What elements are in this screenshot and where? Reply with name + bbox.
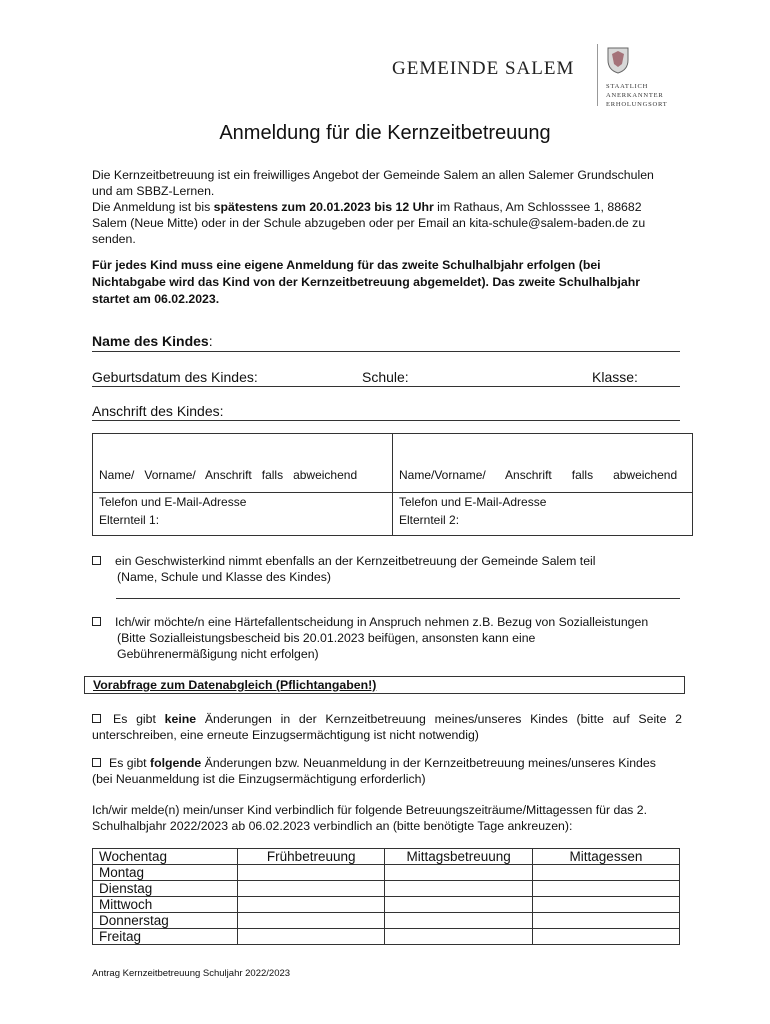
no-change-checkbox[interactable] [92,714,101,723]
parent2-label: Name/Vorname/ Anschrift falls abweichend [399,468,678,482]
no-change-option: Es gibt keine Änderungen in der Kernzeitbetreuung meines/unseres Kindes (bitte auf Seite 2 unterschreiben, eine erneute Einzugsermächtigung ist nicht notwendig) [92,712,683,742]
child-name-label: Name des Kindes: [92,333,213,349]
parent1-label-2: Elternteil 1: [99,513,160,527]
contact1-label: Telefon und E-Mail-Adresse [99,495,247,509]
change-option: Es gibt folgende Änderungen bzw. Neuanmeldung in der Kernzeitbetreuung meines/unseres Kindes (bei Neuanmeldung ist die Einzugsermächtigung erforderlich) [92,756,656,786]
parent2-label-2: Elternteil 2: [399,513,460,527]
early-care-cell[interactable] [238,929,385,945]
child-name-field[interactable] [92,351,680,352]
lunch-cell[interactable] [532,865,679,881]
midday-care-cell[interactable] [385,881,533,897]
coat-of-arms-icon [606,46,630,77]
table-row [93,865,680,881]
early-care-cell[interactable] [238,913,385,929]
header-subtitle: STAATLICH ANERKANNTER ERHOLUNGSORT [606,83,668,108]
contact2-label: Telefon und E-Mail-Adresse [399,495,547,509]
birthdate-label: Geburtsdatum des Kindes: [92,369,258,385]
early-care-cell[interactable] [238,897,385,913]
org-name: GEMEINDE SALEM [392,58,575,79]
day-label: Mittwoch [93,897,238,913]
midday-care-cell[interactable] [385,865,533,881]
midday-care-cell[interactable] [385,929,533,945]
page-title: Anmeldung für die Kernzeitbetreuung [219,122,551,144]
footer-text: Antrag Kernzeitbetreuung Schuljahr 2022/2023 [92,968,291,979]
schedule-header-row [93,849,680,865]
header-midday-care: Mittagsbetreuung [385,849,533,865]
schedule-table [92,848,680,945]
class-label: Klasse: [592,369,638,385]
hardship-option: Ich/wir möchte/n eine Härtefallentscheidung in Anspruch nehmen z.B. Bezug von Sozialleistungen (Bitte Sozialleistungsbescheid bis 20.01.2023 beifügen, ansonsten kann eine Gebührenermäßigung nicht erfolgen) [92,614,648,662]
lunch-cell[interactable] [532,913,679,929]
intro-text: Die Kernzeitbetreuung ist ein freiwilliges Angebot der Gemeinde Salem an allen Salemer Grundschulen und am SBBZ-Lernen. Die Anmeldung ist bis spätestens zum 20.01.2023 bis 12 Uhr im Rathaus, Am Schlosssee 1, 88682 Salem (Neue Mitte) oder in der Schule abzugeben oder per Email an kita-schule@salem-baden.de zu senden. [92,168,654,246]
sibling-field[interactable] [116,598,680,599]
registration-text: Ich/wir melde(n) mein/unser Kind verbindlich für folgende Betreuungszeiträume/Mittagessen für das 2. Schulhalbjahr 2022/2023 ab 06.02.2023 verbindlich an (bitte benötigte Tage ankreuzen): [92,803,648,833]
change-checkbox[interactable] [92,758,101,767]
contact2-cell[interactable] [392,492,693,536]
header-divider [597,44,598,106]
midday-care-cell[interactable] [385,913,533,929]
day-label: Montag [93,865,238,881]
day-label: Dienstag [93,881,238,897]
table-row [93,897,680,913]
table-row [93,929,680,945]
birthdate-school-class-field[interactable] [92,386,680,387]
school-label: Schule: [362,369,409,385]
day-label: Freitag [93,929,238,945]
early-care-cell[interactable] [238,881,385,897]
address-label: Anschrift des Kindes: [92,403,224,419]
hardship-checkbox[interactable] [92,617,101,626]
midday-care-cell[interactable] [385,897,533,913]
lunch-cell[interactable] [532,881,679,897]
sibling-option: ein Geschwisterkind nimmt ebenfalls an der Kernzeitbetreuung der Gemeinde Salem teil (Name, Schule und Klasse des Kindes) [92,553,596,585]
preliminary-heading: Vorabfrage zum Datenabgleich (Pflichtangaben!) [93,678,377,692]
address-field[interactable] [92,420,680,421]
header-weekday: Wochentag [93,849,238,865]
header-early-care: Frühbetreuung [238,849,385,865]
table-row [93,913,680,929]
day-label: Donnerstag [93,913,238,929]
header-lunch: Mittagessen [532,849,679,865]
sibling-checkbox[interactable] [92,556,101,565]
parent1-label: Name/ Vorname/ Anschrift falls abweichend [99,468,358,482]
notice-text: Für jedes Kind muss eine eigene Anmeldung für das zweite Schulhalbjahr erfolgen (bei Nichtabgabe wird das Kind von der Kernzeitbetreuung abgemeldet). Das zweite Schulhalbjahr startet am 06.02.2023. [92,258,640,306]
early-care-cell[interactable] [238,865,385,881]
contact1-cell[interactable] [92,492,393,536]
preliminary-heading-box [84,676,685,694]
table-row [93,881,680,897]
lunch-cell[interactable] [532,929,679,945]
lunch-cell[interactable] [532,897,679,913]
